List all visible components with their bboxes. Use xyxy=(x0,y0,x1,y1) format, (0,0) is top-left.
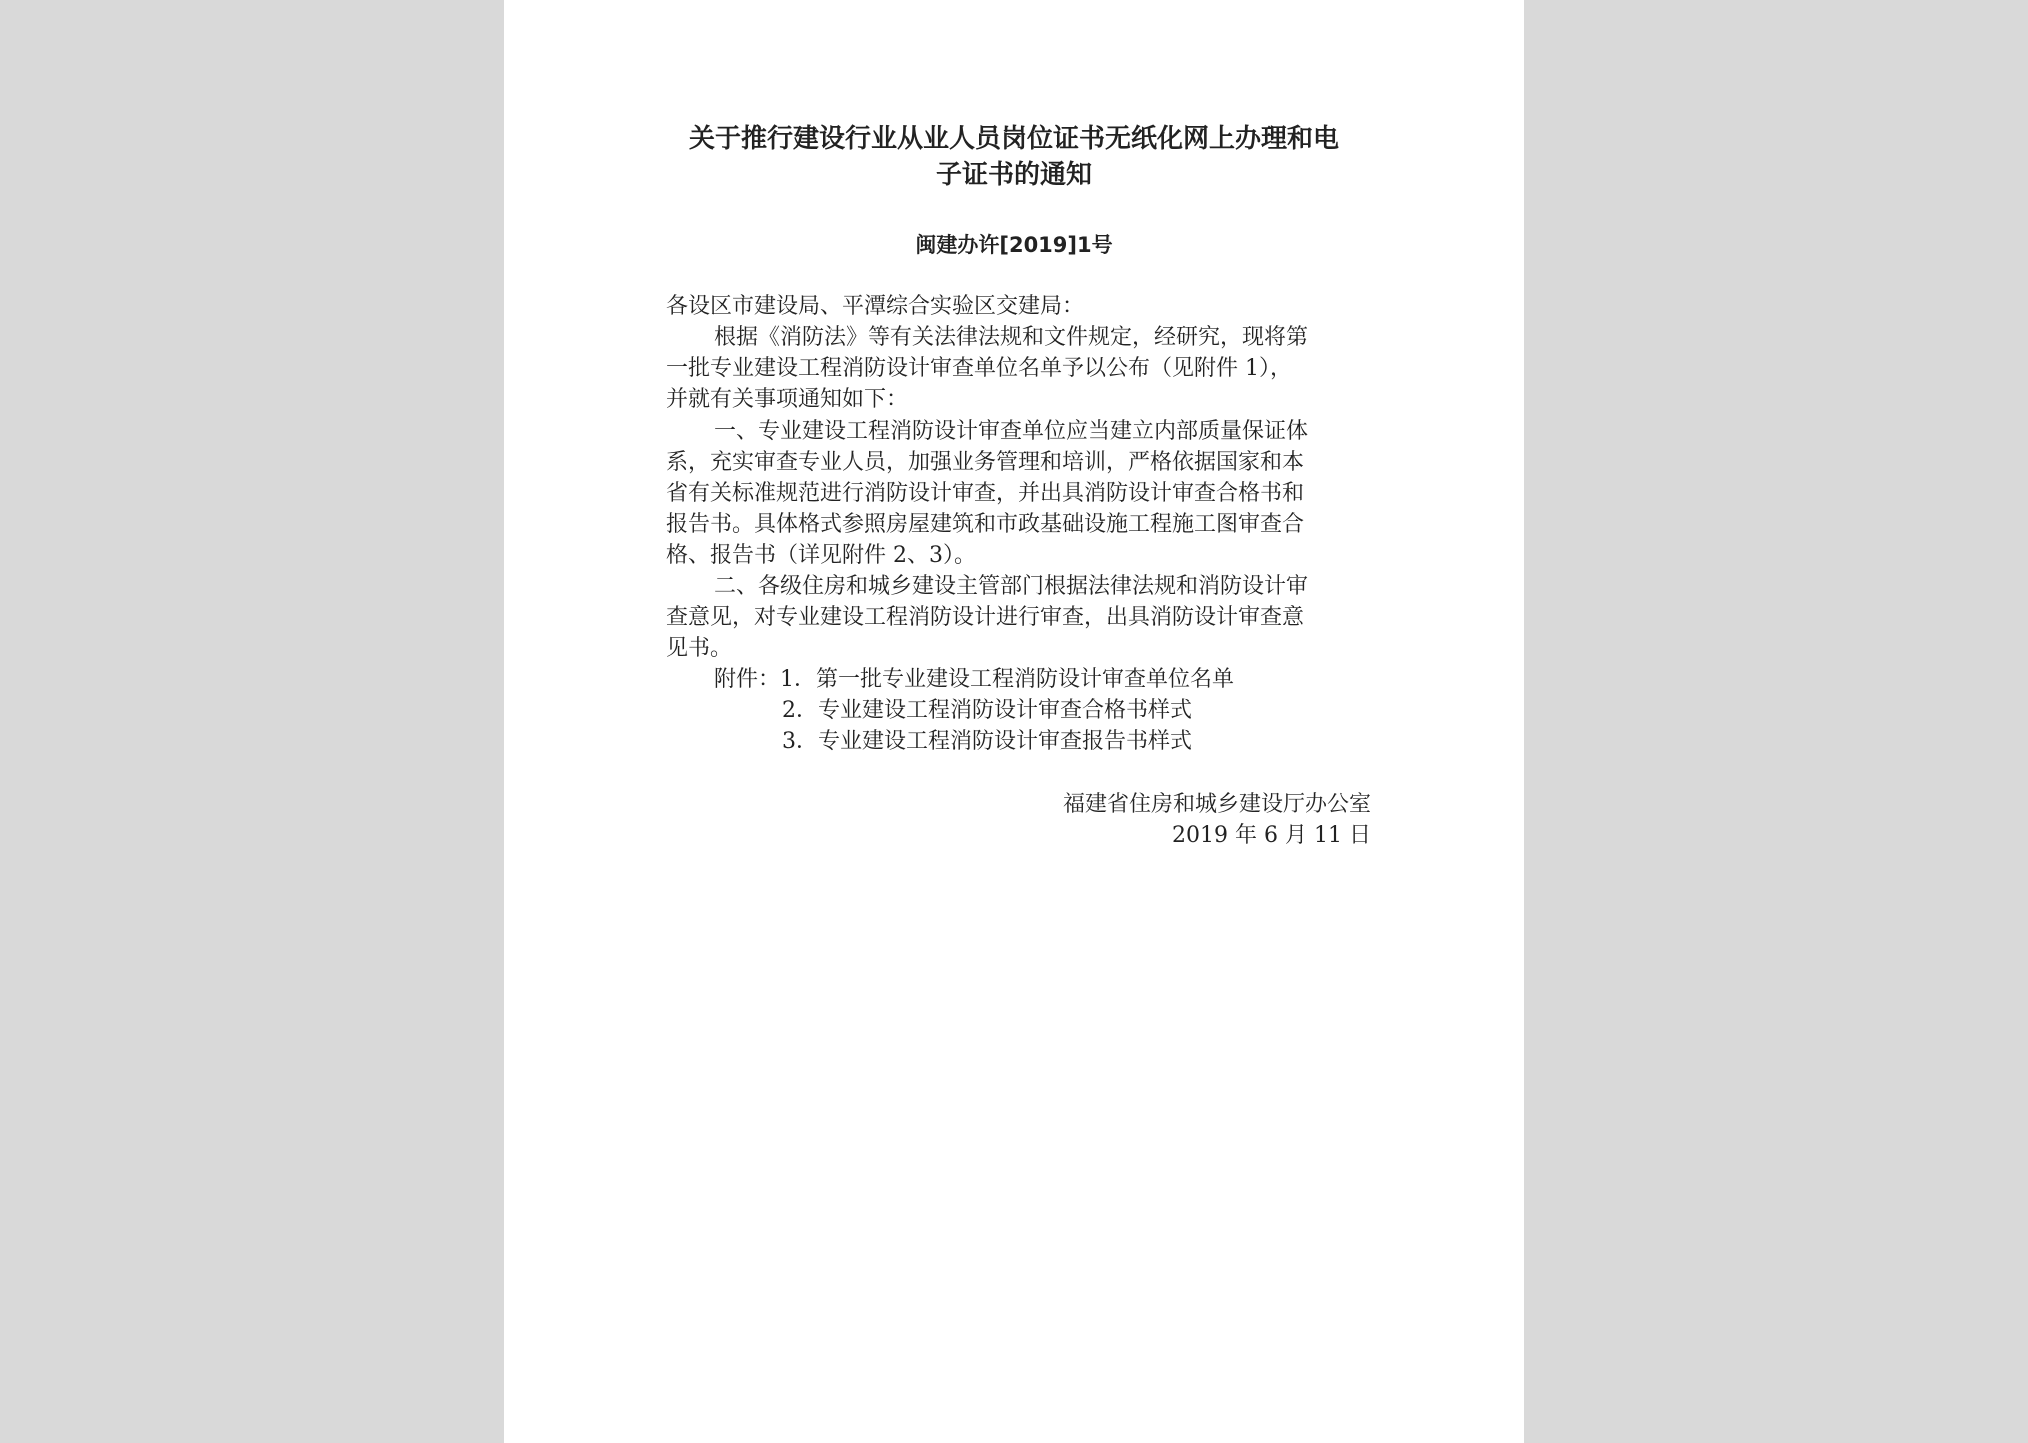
body-line: 查意见，对专业建设工程消防设计进行审查，出具消防设计审查意 xyxy=(666,605,1305,630)
body-line: 省有关标准规范进行消防设计审查，并出具消防设计审查合格书和 xyxy=(666,481,1305,506)
document-title-line-1: 关于推行建设行业从业人员岗位证书无纸化网上办理和电 xyxy=(688,124,1339,154)
body-line: 报告书。具体格式参照房屋建筑和市政基础设施工程施工图审查合 xyxy=(666,512,1305,537)
body-line: 系，充实审查专业人员，加强业务管理和培训，严格依据国家和本 xyxy=(666,450,1305,475)
attachment-item-3: 3．专业建设工程消防设计审查报告书样式 xyxy=(782,729,1192,754)
document-page xyxy=(504,0,1524,1443)
body-line: 二、各级住房和城乡建设主管部门根据法律法规和消防设计审 xyxy=(714,574,1309,599)
salutation: 各设区市建设局、平潭综合实验区交建局： xyxy=(666,294,1085,319)
issue-date: 2019 年 6 月 11 日 xyxy=(1172,823,1371,848)
body-line: 根据《消防法》等有关法律法规和文件规定，经研究，现将第 xyxy=(714,325,1309,350)
document-number: 闽建办许[2019]1号 xyxy=(915,233,1113,257)
body-line: 并就有关事项通知如下： xyxy=(666,387,909,412)
attachment-item-1: 附件：1．第一批专业建设工程消防设计审查单位名单 xyxy=(714,667,1234,692)
document-title-line-2: 子证书的通知 xyxy=(935,160,1092,190)
body-line: 一批专业建设工程消防设计审查单位名单予以公布（见附件 1）， xyxy=(666,356,1292,381)
body-line: 格、报告书（详见附件 2、3）。 xyxy=(666,543,976,568)
body-line: 见书。 xyxy=(666,636,733,661)
attachment-item-2: 2．专业建设工程消防设计审查合格书样式 xyxy=(782,698,1192,723)
issuer-signature: 福建省住房和城乡建设厅办公室 xyxy=(1062,792,1371,817)
body-line: 一、专业建设工程消防设计审查单位应当建立内部质量保证体 xyxy=(714,419,1309,444)
